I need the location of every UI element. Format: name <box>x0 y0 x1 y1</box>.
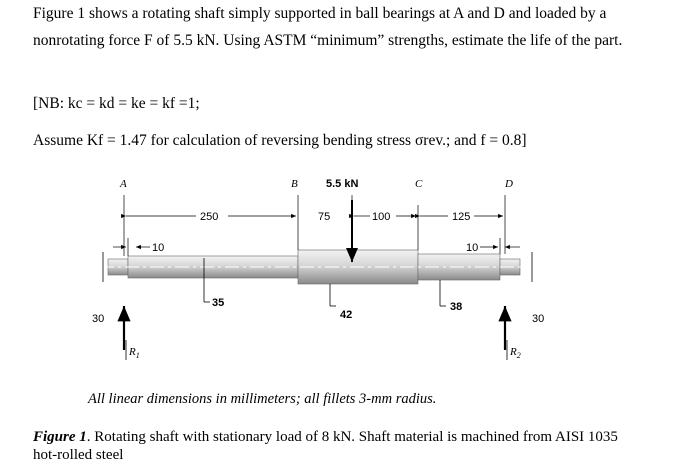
dim-42: 42 <box>340 309 353 321</box>
figure-notes: All linear dimensions in millimeters; all fillets 3-mm radius. <box>88 391 437 407</box>
dim-125: 125 <box>452 211 471 223</box>
label-a: A <box>120 178 127 190</box>
dim-35: 35 <box>212 297 225 309</box>
dim-38: 38 <box>450 301 463 313</box>
load-label: 5.5 kN <box>326 178 359 190</box>
problem-line-2: nonrotating force F of 5.5 kN. Using ASTM “minimum” strengths, estimate the life of the part. <box>33 32 623 49</box>
dim-30-right: 30 <box>532 313 545 325</box>
dim-10-left: 10 <box>152 242 165 254</box>
label-d: D <box>505 178 513 190</box>
dim-10-right: 10 <box>466 242 479 254</box>
nb-line: [NB: kc = kd = ke = kf =1; <box>33 95 200 112</box>
dim-250: 250 <box>200 211 219 223</box>
dim-30-left: 30 <box>92 313 105 325</box>
caption-label: Figure 1 <box>33 429 87 445</box>
label-c: C <box>415 178 423 190</box>
reaction-r2: $R_2$ <box>510 346 521 360</box>
dim-100: 100 <box>372 211 391 223</box>
reaction-r1: $R_1$ <box>129 346 140 360</box>
caption-text: . Rotating shaft with stationary load of 8 kN. Shaft material is machined from AISI 1035 hot-rolled steel <box>33 429 618 463</box>
dim-75: 75 <box>318 211 331 223</box>
figure-caption <box>33 428 643 464</box>
label-b: B <box>291 178 298 190</box>
problem-line-1: Figure 1 shows a rotating shaft simply supported in ball bearings at A and D and loaded by a <box>33 5 607 22</box>
extension-lines <box>124 195 505 256</box>
shaft <box>100 250 528 284</box>
assume-line: Assume Kf = 1.47 for calculation of reversing bending stress σrev.; and f = 0.8] <box>33 132 527 149</box>
